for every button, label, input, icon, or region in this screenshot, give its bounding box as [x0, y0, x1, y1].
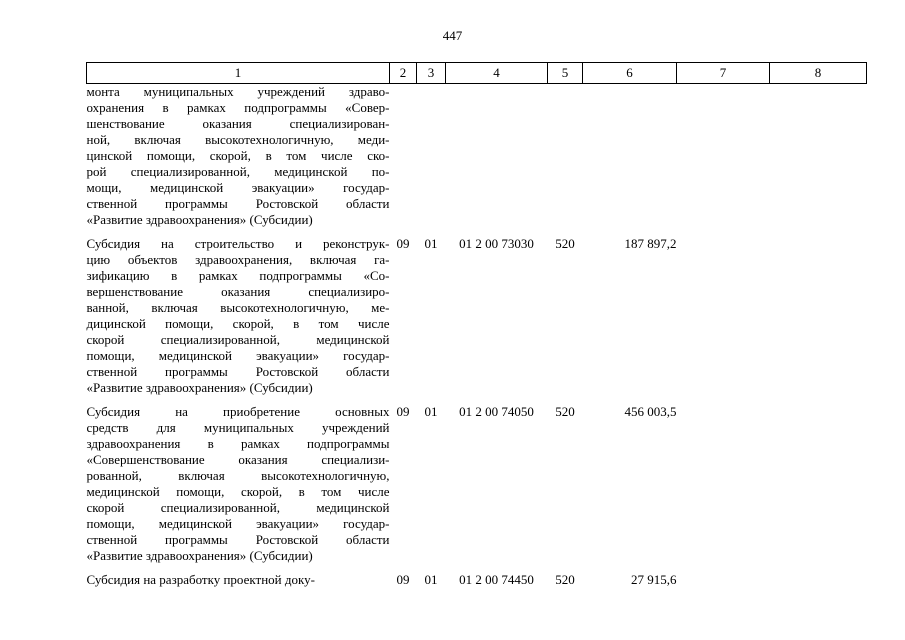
description-line: мощи, медицинской эвакуации» государ-	[86, 180, 390, 195]
expense-type-cell: 520	[555, 236, 575, 251]
description-line: ванной, включая высокотехнологичную, ме-	[86, 300, 390, 315]
target-article-cell: 01 2 00 74450	[459, 572, 534, 587]
col-header-6: 6	[583, 63, 677, 84]
target-article-cell	[446, 84, 548, 229]
row-spacer-cell	[87, 564, 867, 572]
description-line: «Развитие здравоохранения» (Субсидии)	[86, 380, 313, 395]
amount-cell-3	[770, 84, 867, 229]
col-header-1: 1	[87, 63, 390, 84]
row-spacer-cell	[87, 228, 867, 236]
amount-cell-3	[770, 404, 867, 564]
description-line: «Совершенствование оказания специализи-	[86, 452, 390, 467]
description-line: помощи, медицинской эвакуации» государ-	[86, 348, 390, 363]
amount-cell: 27 915,6	[631, 572, 677, 587]
subsection-code-cell: 01	[424, 236, 438, 251]
col-header-7: 7	[677, 63, 770, 84]
description-line: Субсидия на приобретение основных	[86, 404, 390, 419]
description-line: рой специализированной, медицинской по-	[86, 164, 390, 179]
description-line: здравоохранения в рамках подпрограммы	[86, 436, 390, 451]
description-line: «Развитие здравоохранения» (Субсидии)	[86, 212, 313, 227]
amount-cell: 187 897,2	[624, 236, 677, 251]
description-line: шенствование оказания специализирован-	[86, 116, 390, 131]
description-line: средств для муниципальных учреждений	[86, 420, 390, 435]
expense-type-cell: 520	[555, 404, 575, 419]
description-line: монта муниципальных учреждений здраво-	[86, 84, 390, 99]
description-cell	[87, 236, 390, 396]
page-number: 447	[442, 28, 463, 43]
subsection-code-cell: 01	[424, 572, 438, 587]
description-cell	[87, 84, 390, 229]
row-spacer	[87, 228, 867, 236]
row-spacer	[87, 396, 867, 404]
amount-cell-3	[770, 572, 867, 588]
description-line: Субсидия на строительство и реконструк-	[86, 236, 390, 251]
description-line: охранения в рамках подпрограммы «Совер-	[86, 100, 390, 115]
section-code-cell: 09	[396, 236, 410, 251]
target-article-cell: 01 2 00 73030	[459, 236, 534, 251]
subsection-code-cell	[417, 84, 446, 229]
description-line: зификацию в рамках подпрограммы «Со-	[86, 268, 390, 283]
subsection-code-cell: 01	[424, 404, 438, 419]
table-row	[87, 236, 867, 396]
description-line: цинской помощи, скорой, в том числе ско-	[86, 148, 390, 163]
amount-cell-2	[677, 84, 770, 229]
description-line: дицинской помощи, скорой, в том числе	[86, 316, 390, 331]
amount-cell: 456 003,5	[624, 404, 677, 419]
section-code-cell: 09	[396, 572, 410, 587]
description-line: Субсидия на разработку проектной доку-	[86, 572, 315, 587]
description-line: скорой специализированной, медицинской	[86, 500, 390, 515]
col-header-3: 3	[417, 63, 446, 84]
amount-cell-2	[677, 404, 770, 564]
description-line: медицинской помощи, скорой, в том числе	[86, 484, 390, 499]
amount-cell	[583, 84, 677, 229]
row-spacer	[87, 564, 867, 572]
description-line: ственной программы Ростовской области	[86, 532, 390, 547]
description-cell	[87, 572, 390, 588]
description-line: рованной, включая высокотехнологичную,	[86, 468, 390, 483]
description-line: вершенствование оказания специализиро-	[86, 284, 390, 299]
section-code-cell: 09	[396, 404, 410, 419]
table-row	[87, 404, 867, 564]
description-line: ной, включая высокотехнологичную, меди-	[86, 132, 390, 147]
expense-type-cell: 520	[555, 572, 575, 587]
header-row	[87, 63, 867, 84]
table-row	[87, 84, 867, 229]
target-article-cell: 01 2 00 74050	[459, 404, 534, 419]
description-line: скорой специализированной, медицинской	[86, 332, 390, 347]
budget-table	[86, 62, 867, 588]
description-line: цию объектов здравоохранения, включая га-	[86, 252, 390, 267]
amount-cell-2	[677, 572, 770, 588]
row-spacer-cell	[87, 396, 867, 404]
description-line: ственной программы Ростовской области	[86, 196, 390, 211]
col-header-5: 5	[548, 63, 583, 84]
amount-cell-3	[770, 236, 867, 396]
col-header-2: 2	[390, 63, 417, 84]
description-line: помощи, медицинской эвакуации» государ-	[86, 516, 390, 531]
expense-type-cell	[548, 84, 583, 229]
description-cell	[87, 404, 390, 564]
amount-cell-2	[677, 236, 770, 396]
table-row	[87, 572, 867, 588]
col-header-4: 4	[446, 63, 548, 84]
description-line: «Развитие здравоохранения» (Субсидии)	[86, 548, 313, 563]
col-header-8: 8	[770, 63, 867, 84]
description-line: ственной программы Ростовской области	[86, 364, 390, 379]
section-code-cell	[390, 84, 417, 229]
